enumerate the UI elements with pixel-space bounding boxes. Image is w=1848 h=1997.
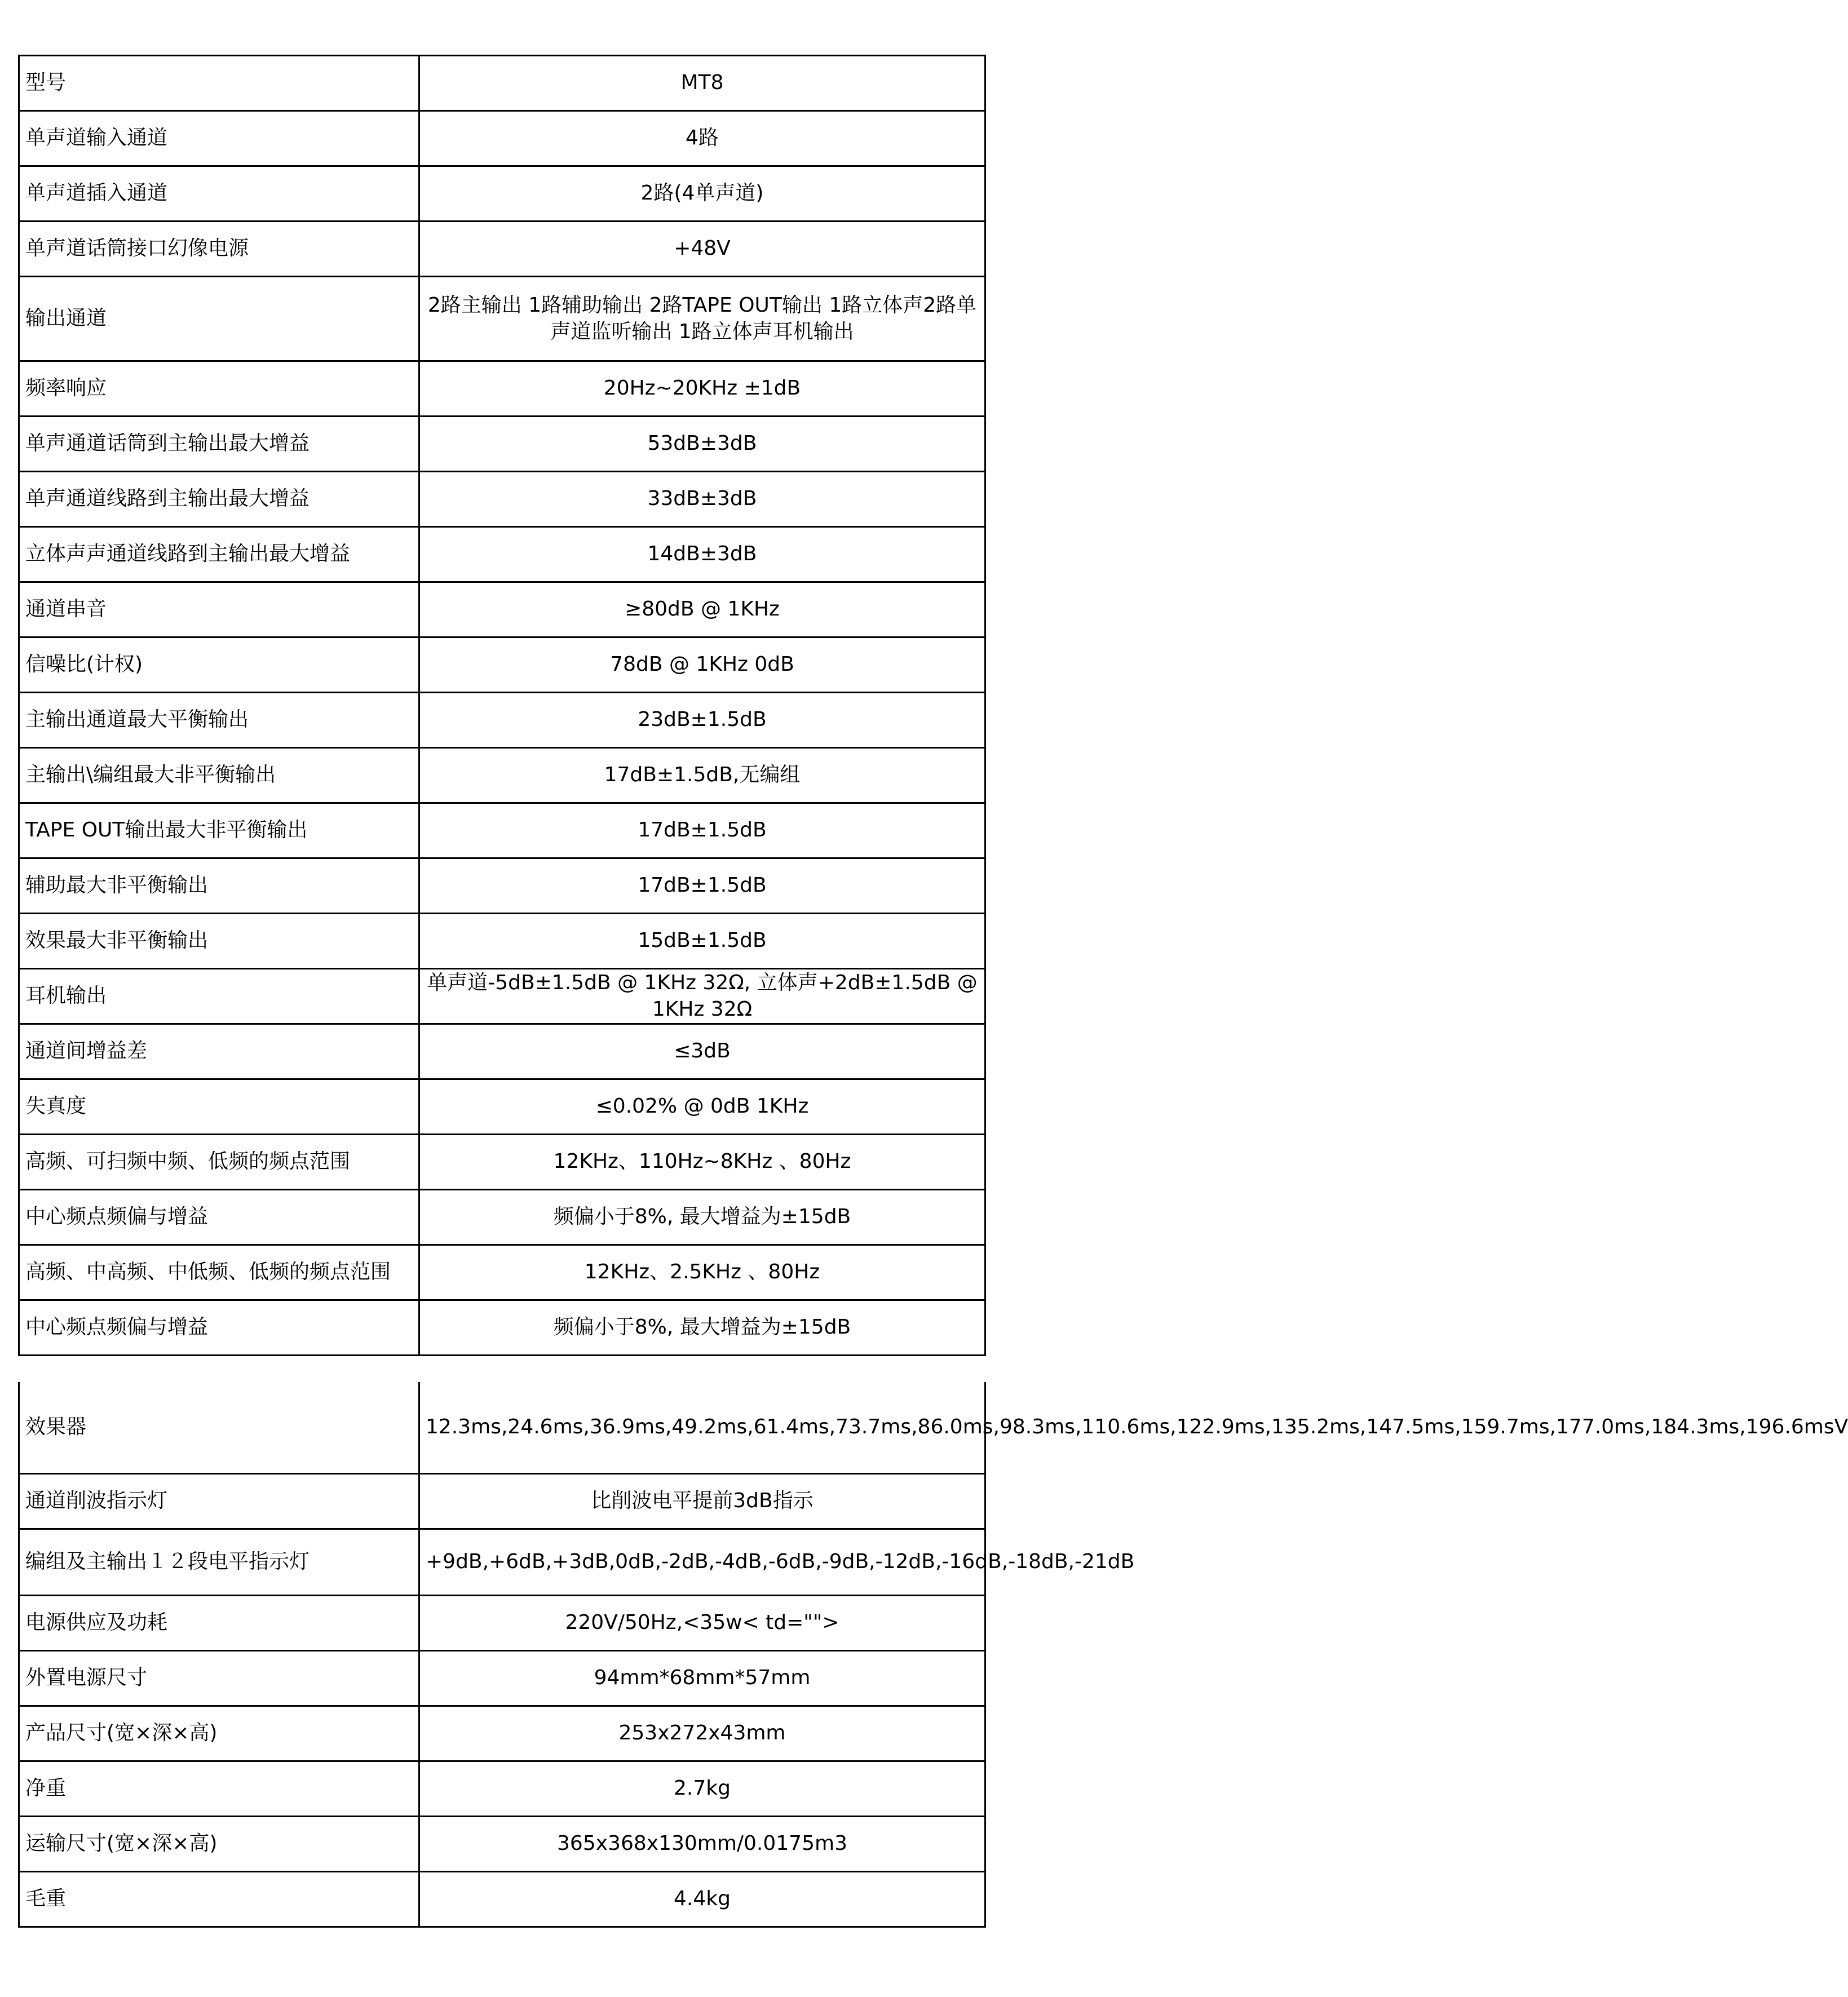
spec-label: 中心频点频偏与增益 bbox=[19, 1300, 419, 1356]
spec-label: 辅助最大非平衡输出 bbox=[19, 858, 419, 914]
spec-value: 17dB±1.5dB,无编组 bbox=[419, 748, 985, 803]
spec-label: 净重 bbox=[19, 1761, 419, 1816]
spec-row bbox=[19, 1079, 985, 1135]
spec-value: 12KHz、2.5KHz 、80Hz bbox=[419, 1245, 985, 1300]
spec-row bbox=[19, 1706, 985, 1761]
spec-value: +48V bbox=[419, 222, 985, 277]
spec-row bbox=[19, 1382, 985, 1473]
spec-row bbox=[19, 56, 985, 111]
spec-value: 17dB±1.5dB bbox=[419, 858, 985, 914]
spec-value: 53dB±3dB bbox=[419, 417, 985, 472]
spec-label: 单声通道话筒到主输出最大增益 bbox=[19, 417, 419, 472]
spec-label: 失真度 bbox=[19, 1079, 419, 1135]
spec-row bbox=[19, 472, 985, 527]
spec-value: 78dB @ 1KHz 0dB bbox=[419, 637, 985, 693]
spec-row bbox=[19, 1300, 985, 1356]
spec-label: 电源供应及功耗 bbox=[19, 1595, 419, 1650]
spec-row bbox=[19, 969, 985, 1024]
spec-row bbox=[19, 803, 985, 858]
spec-label: 立体声声通道线路到主输出最大增益 bbox=[19, 527, 419, 582]
spec-row bbox=[19, 1473, 985, 1529]
spec-label: 通道间增益差 bbox=[19, 1024, 419, 1079]
spec-value: ≤0.02% @ 0dB 1KHz bbox=[419, 1079, 985, 1135]
spec-row bbox=[19, 1529, 985, 1595]
spec-row bbox=[19, 637, 985, 693]
spec-value: 20Hz~20KHz ±1dB bbox=[419, 361, 985, 417]
spec-row bbox=[19, 1816, 985, 1871]
spec-row bbox=[19, 166, 985, 222]
spec-value: 2路(4单声道) bbox=[419, 166, 985, 222]
spec-value: 比削波电平提前3dB指示 bbox=[419, 1473, 985, 1529]
spec-label: 单声道插入通道 bbox=[19, 166, 419, 222]
spec-label: 主输出通道最大平衡输出 bbox=[19, 693, 419, 748]
spec-value: 220V/50Hz,<35w< td=""> bbox=[419, 1595, 985, 1650]
spec-value: 单声道-5dB±1.5dB @ 1KHz 32Ω, 立体声+2dB±1.5dB @ 1KHz 32Ω bbox=[419, 969, 985, 1024]
spec-row bbox=[19, 1135, 985, 1190]
spec-value: 23dB±1.5dB bbox=[419, 693, 985, 748]
spec-label: 型号 bbox=[19, 56, 419, 111]
spec-row bbox=[19, 1650, 985, 1706]
spec-value: ≤3dB bbox=[419, 1024, 985, 1079]
spec-row bbox=[19, 858, 985, 914]
spec-value: 频偏小于8%, 最大增益为±15dB bbox=[419, 1190, 985, 1245]
spec-row bbox=[19, 1245, 985, 1300]
spec-label: 高频、中高频、中低频、低频的频点范围 bbox=[19, 1245, 419, 1300]
spec-label: 耳机输出 bbox=[19, 969, 419, 1024]
spec-value: 33dB±3dB bbox=[419, 472, 985, 527]
spec-value: 365x368x130mm/0.0175m3 bbox=[419, 1816, 985, 1871]
spec-row bbox=[19, 748, 985, 803]
spec-value: 14dB±3dB bbox=[419, 527, 985, 582]
spec-label: 通道串音 bbox=[19, 582, 419, 637]
spec-row bbox=[19, 222, 985, 277]
spec-label: 毛重 bbox=[19, 1871, 419, 1927]
spec-row bbox=[19, 582, 985, 637]
spec-value: 12KHz、110Hz~8KHz 、80Hz bbox=[419, 1135, 985, 1190]
spec-label: 输出通道 bbox=[19, 277, 419, 361]
spec-row bbox=[19, 1190, 985, 1245]
spec-table-continued-body bbox=[19, 1382, 1848, 1927]
spec-row bbox=[19, 277, 985, 361]
spec-label: 主输出\编组最大非平衡输出 bbox=[19, 748, 419, 803]
spec-value: 4路 bbox=[419, 111, 985, 166]
spec-row bbox=[19, 914, 985, 969]
spec-row bbox=[19, 1761, 985, 1816]
spec-table-main bbox=[18, 55, 986, 1356]
spec-value: +9dB,+6dB,+3dB,0dB,-2dB,-4dB,-6dB,-9dB,-12dB,-16dB,-18dB,-21dB bbox=[419, 1529, 985, 1595]
spec-value: 频偏小于8%, 最大增益为±15dB bbox=[419, 1300, 985, 1356]
spec-value: 253x272x43mm bbox=[419, 1706, 985, 1761]
spec-label: TAPE OUT输出最大非平衡输出 bbox=[19, 803, 419, 858]
spec-row bbox=[19, 1871, 985, 1927]
spec-label: 单声道输入通道 bbox=[19, 111, 419, 166]
spec-label: 高频、可扫频中频、低频的频点范围 bbox=[19, 1135, 419, 1190]
spec-label: 外置电源尺寸 bbox=[19, 1650, 419, 1706]
spec-label: 单声通道线路到主输出最大增益 bbox=[19, 472, 419, 527]
spec-label: 单声道话筒接口幻像电源 bbox=[19, 222, 419, 277]
spec-table-continued bbox=[18, 1382, 1848, 1928]
spec-row bbox=[19, 1595, 985, 1650]
spec-label: 产品尺寸(宽×深×高) bbox=[19, 1706, 419, 1761]
spec-value: 12.3ms,24.6ms,36.9ms,49.2ms,61.4ms,73.7ms,86.0ms,98.3ms,110.6ms,122.9ms,135.2ms,147.5ms,159.7ms,177.0ms,184.3ms,196.6msV bbox=[419, 1382, 985, 1473]
spec-row bbox=[19, 111, 985, 166]
spec-label: 效果器 bbox=[19, 1382, 419, 1473]
spec-value: 94mm*68mm*57mm bbox=[419, 1650, 985, 1706]
spec-label: 编组及主输出１２段电平指示灯 bbox=[19, 1529, 419, 1595]
spec-label: 中心频点频偏与增益 bbox=[19, 1190, 419, 1245]
spec-value: 17dB±1.5dB bbox=[419, 803, 985, 858]
spec-value: MT8 bbox=[419, 56, 985, 111]
spec-label: 运输尺寸(宽×深×高) bbox=[19, 1816, 419, 1871]
spec-row bbox=[19, 693, 985, 748]
spec-value: 15dB±1.5dB bbox=[419, 914, 985, 969]
spec-label: 效果最大非平衡输出 bbox=[19, 914, 419, 969]
spec-value: 4.4kg bbox=[419, 1871, 985, 1927]
spec-row bbox=[19, 417, 985, 472]
spec-row bbox=[19, 1024, 985, 1079]
spec-value: 2路主输出 1路辅助输出 2路TAPE OUT输出 1路立体声2路单声道监听输出 1路立体声耳机输出 bbox=[419, 277, 985, 361]
spec-row bbox=[19, 527, 985, 582]
spec-row bbox=[19, 361, 985, 417]
spec-label: 频率响应 bbox=[19, 361, 419, 417]
spec-value: ≥80dB @ 1KHz bbox=[419, 582, 985, 637]
spec-value: 2.7kg bbox=[419, 1761, 985, 1816]
spec-table-main-body bbox=[19, 56, 985, 1356]
spec-label: 信噪比(计权) bbox=[19, 637, 419, 693]
spec-label: 通道削波指示灯 bbox=[19, 1473, 419, 1529]
